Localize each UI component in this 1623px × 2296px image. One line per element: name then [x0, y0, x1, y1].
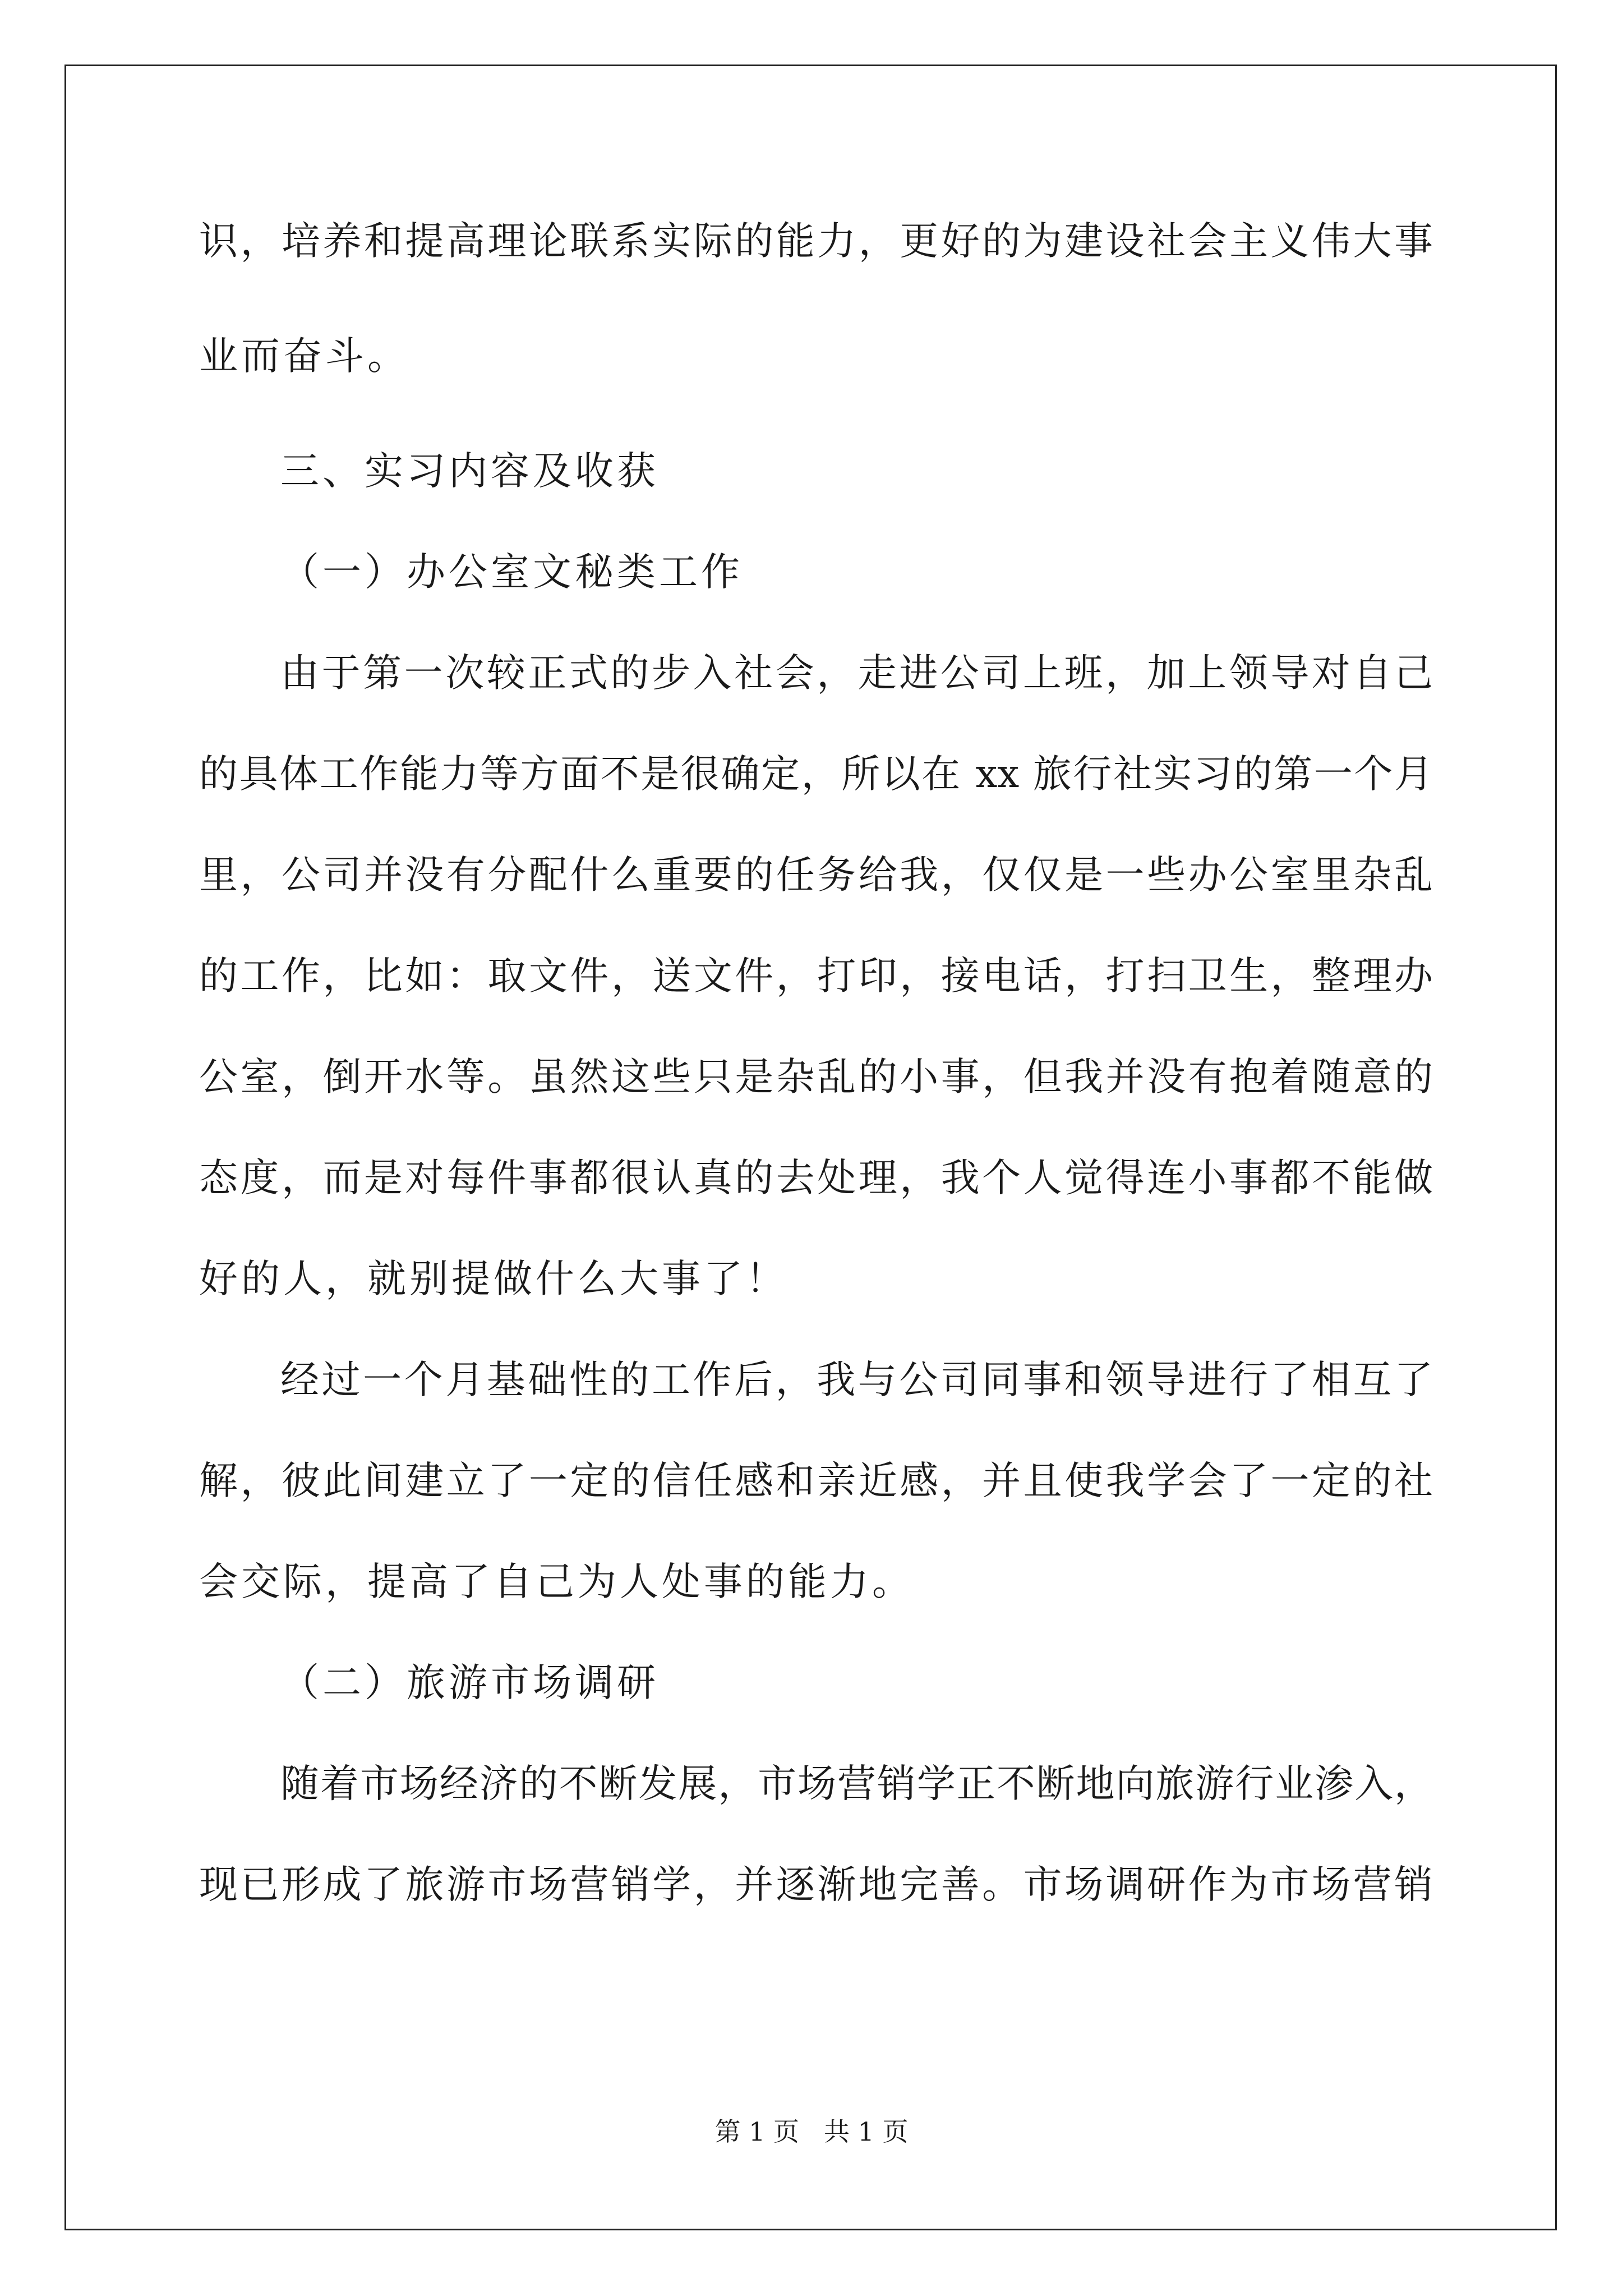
subsection-heading: （一）办公室文秘类工作	[280, 550, 743, 595]
subsection-heading: （二）旅游市场调研	[280, 1660, 659, 1705]
body-line: 由于第一次较正式的步入社会，走进公司上班，加上领导对自己	[280, 651, 1433, 696]
body-line: 的具体工作能力等方面不是很确定，所以在 xx 旅行社实习的第一个月	[199, 752, 1433, 797]
body-line: 识，培养和提高理论联系实际的能力，更好的为建设社会主义伟大事	[199, 219, 1433, 264]
section-heading: 三、实习内容及收获	[280, 449, 659, 494]
page-footer	[0, 2115, 1623, 2148]
body-line: 随着市场经济的不断发展，市场营销学正不断地向旅游行业渗入，	[280, 1761, 1433, 1806]
body-line: 现已形成了旅游市场营销学，并逐渐地完善。市场调研作为市场营销	[199, 1862, 1433, 1907]
page-total: 共 1 页	[823, 2116, 909, 2147]
body-line: 公室，倒开水等。虽然这些只是杂乱的小事，但我并没有抱着随意的	[199, 1055, 1433, 1099]
body-line: 好的人，就别提做什么大事了！	[199, 1257, 788, 1301]
body-line: 解，彼此间建立了一定的信任感和亲近感，并且使我学会了一定的社	[199, 1458, 1433, 1503]
page-number: 第 1 页	[714, 2116, 800, 2147]
body-line: 经过一个月基础性的工作后，我与公司同事和领导进行了相互了	[280, 1358, 1433, 1402]
body-line: 会交际，提高了自己为人处事的能力。	[199, 1559, 914, 1604]
body-line: 里，公司并没有分配什么重要的任务给我，仅仅是一些办公室里杂乱	[199, 853, 1433, 898]
body-line: 的工作，比如：取文件，送文件，打印，接电话，打扫卫生，整理办	[199, 954, 1433, 999]
body-line: 态度，而是对每件事都很认真的去处理，我个人觉得连小事都不能做	[199, 1156, 1433, 1200]
body-line: 业而奋斗。	[199, 334, 409, 379]
